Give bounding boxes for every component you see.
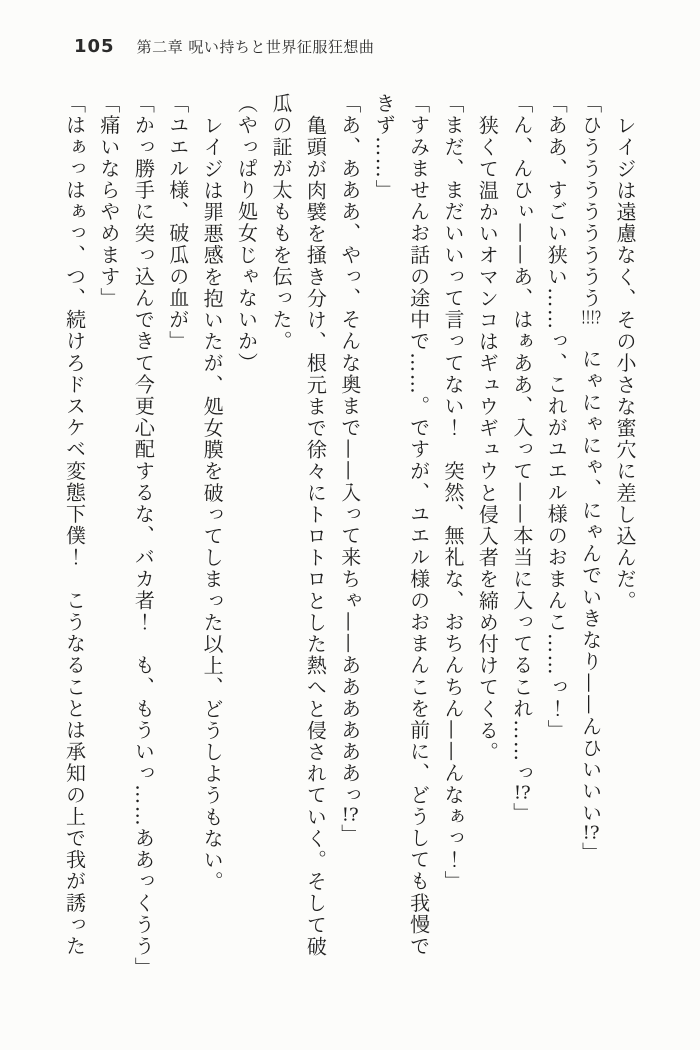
page-header: [74, 36, 374, 57]
text-column: 狭くて温かいオマンコはギュウギュウと侵入者を締め付けてくる。: [475, 114, 500, 763]
text-column: 「まだ、まだいいって言ってない！ 突然、無礼な、おちんちん——んなぁっ！」: [440, 93, 465, 893]
text-column: 「ん、んひぃ——あ、はぁああ、入って——本当に入ってるこれ……っ!?」: [509, 93, 534, 824]
text-column: レイジは遠慮なく、その小さな蜜穴に差し込んだ。: [613, 114, 637, 612]
chapter-title: 第二章 呪い持ちと世界征服狂想曲: [136, 38, 375, 56]
novel-text-body: [57, 93, 642, 985]
text-column: 「すみませんお話の途中で……。ですが、ユエル様のおまんこを前に、どうしても我慢で: [406, 93, 431, 957]
text-column: 「はぁっはぁっ、つ、続けろドスケベ変態下僕！ こうなることは承知の上で我が誘った: [62, 93, 87, 957]
text-column: 「ユエル様、破瓜の血が」: [165, 93, 190, 353]
text-column: 瓜の証が太ももを伝った。: [268, 93, 293, 353]
text-column: 「あ、あああ、やっ、そんな奥まで——入って来ちゃ——ああああああっ!?」: [337, 93, 362, 846]
text-column: 「ひうううううううう!!!? にゃにゃにゃ、にゃんでいきなり——んひいいい!?」: [578, 93, 603, 864]
text-column: レイジは罪悪感を抱いたが、処女膜を破ってしまった以上、どうしようもない。: [200, 114, 225, 893]
text-column: （やっぱり処女じゃないか）: [234, 93, 259, 374]
text-column: 「かっ勝手に突っ込んできて今更心配するな、バカ者！ も、もういっ……ああっくうう」: [131, 93, 156, 979]
text-column: きず……」: [372, 93, 397, 201]
page-number: 105: [74, 36, 115, 57]
text-column: 「ああ、すごい狭い……っ、これがユエル様のおまんこ……っ！」: [544, 93, 569, 741]
text-column: 亀頭が肉襞を掻き分け、根元まで徐々にトロトロとした熱へと侵されていく。そして破: [303, 114, 328, 957]
text-column: 「痛いならやめます」: [96, 93, 121, 309]
